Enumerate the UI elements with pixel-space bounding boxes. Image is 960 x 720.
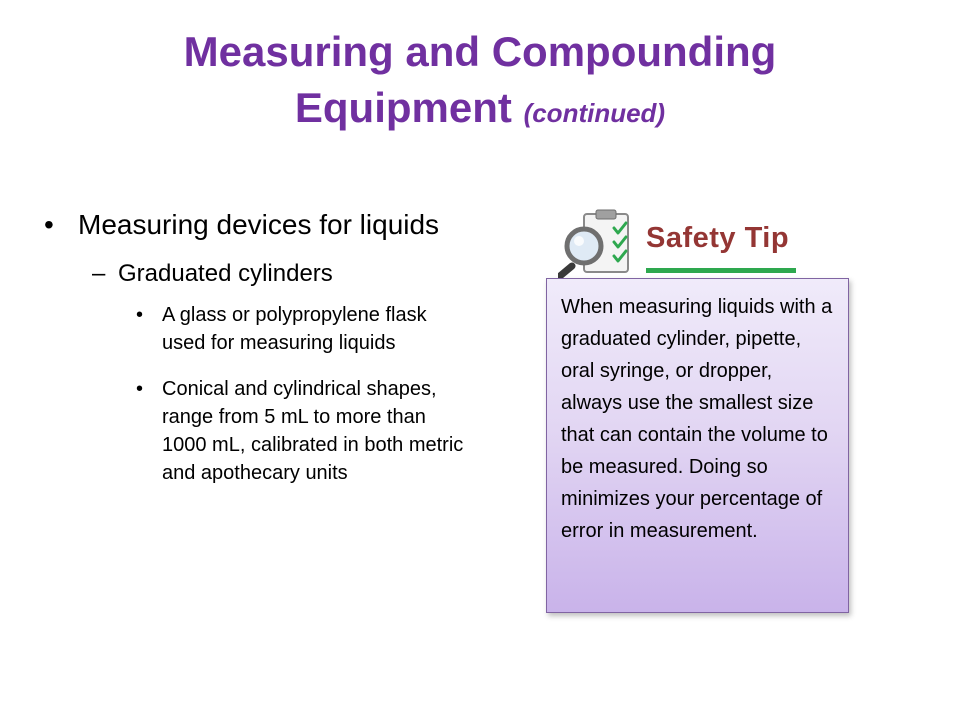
title-line-1: Measuring and Compounding	[183, 28, 777, 75]
title-line-2: Equipment	[294, 84, 512, 131]
bullet-level-3	[40, 301, 470, 357]
bullet-level-1-text: Measuring devices for liquids	[78, 209, 440, 240]
bullet-marker: •	[44, 209, 54, 240]
safety-tip-box	[546, 278, 849, 613]
safety-tip-header	[558, 208, 804, 278]
bullet-level-2	[40, 257, 470, 291]
safety-tip-underline	[646, 268, 796, 273]
bullet-level-1	[40, 205, 470, 245]
bullet-level-3-text: Conical and cylindrical shapes, range from 5 mL to more than 1000 mL, calibrated in both metric and apothecary units	[162, 378, 464, 484]
slide-title	[40, 24, 920, 141]
dash-marker: –	[92, 260, 106, 287]
bullet-list	[40, 205, 470, 487]
clipboard-magnifier-icon	[558, 208, 638, 278]
bullet-level-3	[40, 375, 470, 487]
title-subtitle: (continued)	[523, 98, 666, 128]
safety-tip-title: Safety Tip	[646, 222, 790, 254]
bullet-marker: •	[136, 304, 144, 326]
bullet-level-3-text: A glass or polypropylene flask used for measuring liquids	[162, 304, 427, 354]
safety-tip-text: When measuring liquids with a graduated cylinder, pipette, oral syringe, or dropper, always use the smallest size that can contain the volume to be measured. Doing so minimizes your percentage of error in measurement.	[561, 296, 833, 542]
bullet-marker: •	[136, 378, 144, 400]
bullet-level-2-text: Graduated cylinders	[118, 260, 333, 287]
